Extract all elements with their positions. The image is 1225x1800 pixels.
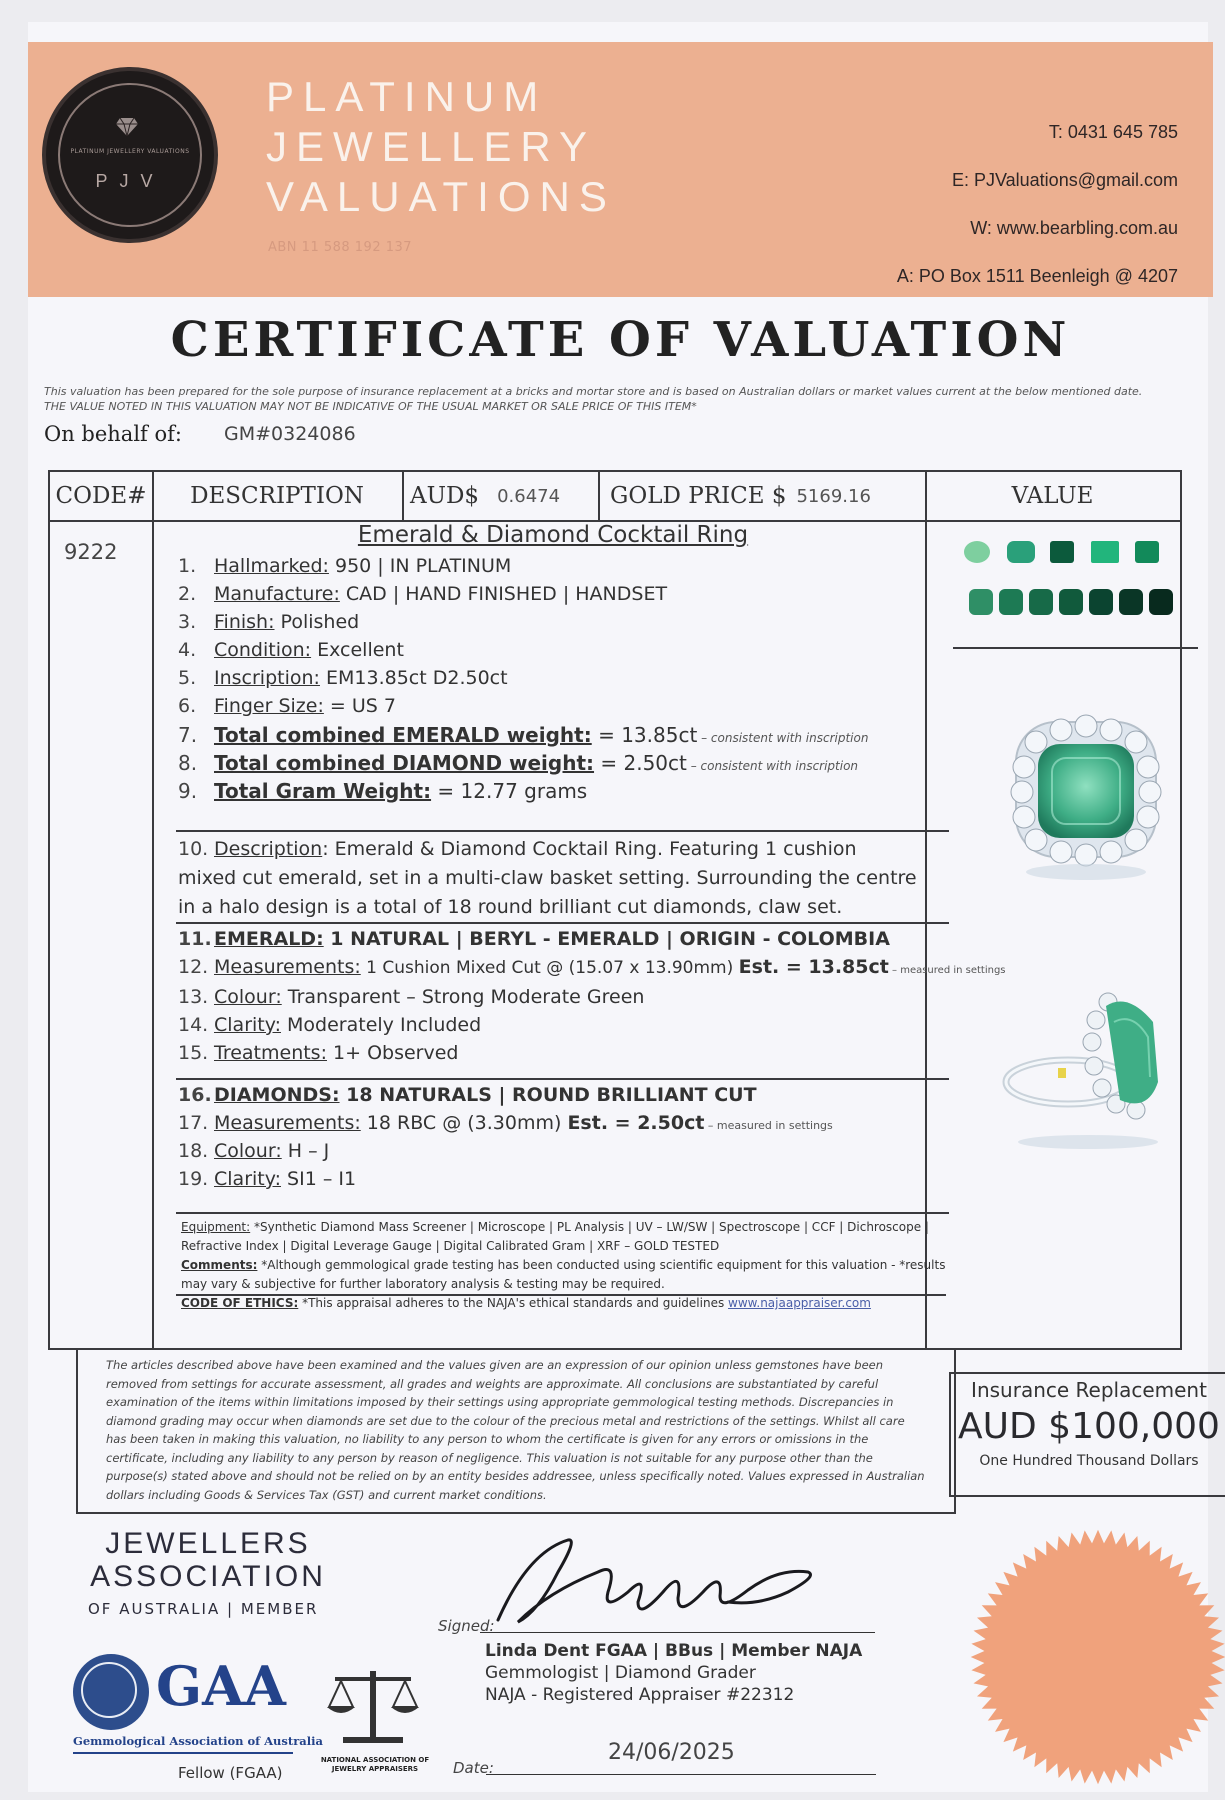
- header-band: [28, 42, 1213, 297]
- gaa-seal-inner: [81, 1662, 137, 1718]
- line-value: 1 Cushion Mixed Cut @ (15.07 x 13.90mm): [360, 958, 739, 978]
- line-note: – consistent with inscription: [697, 731, 869, 745]
- intro-line: This valuation has been prepared for the sole purpose of insurance replacement at a bricks and mortar store and is based on Australian dollars or market values current at the below mentioned date.: [44, 385, 1143, 398]
- signer-registration: NAJA - Registered Appraiser #22312: [485, 1685, 795, 1705]
- phone-text: T: 0431 645 785: [1048, 122, 1178, 142]
- detail-line: [178, 723, 938, 751]
- header-description: DESCRIPTION: [152, 472, 404, 522]
- section-divider: [176, 1212, 949, 1214]
- line-estimate: Est. = 13.85ct: [738, 956, 889, 978]
- scales-of-justice-icon: [323, 1667, 423, 1747]
- line-number: 2.: [178, 583, 197, 605]
- behalf-value: GM#0324086: [224, 423, 356, 445]
- ring-top-view-image: [1006, 712, 1166, 882]
- website-text: W: www.bearbling.com.au: [970, 218, 1178, 238]
- header-value: VALUE: [925, 472, 1180, 522]
- brand-line: JEWELLERY: [266, 123, 596, 170]
- swatch-scale: [999, 589, 1023, 615]
- line-label: Finger Size:: [214, 695, 324, 717]
- detail-line: 17. Measurements: 18 RBC @ (3.30mm) Est. = 2.50ct – measured in settings: [178, 1112, 833, 1134]
- swatch-oval: [964, 541, 990, 563]
- swatch-scale: [1149, 589, 1173, 615]
- detail-line: 19. Clarity: SI1 – I1: [178, 1168, 357, 1190]
- line-note: – measured in settings: [888, 965, 1006, 976]
- line-number: 9.: [178, 779, 198, 803]
- equipment-list: *Synthetic Diamond Mass Screener | Microscope | PL Analysis | UV – LW/SW | Spectroscope | CCF | Dichroscope | Refractive Index | Digital Leverage Gauge | Digital Calibrated Gram | XRF – GOLD TESTED: [181, 1220, 929, 1253]
- signed-label: Signed:: [438, 1617, 495, 1635]
- line-value: Moderately Included: [281, 1014, 482, 1036]
- swatch-scale: [969, 589, 993, 615]
- line-number: 8.: [178, 751, 198, 775]
- detail-line: 16. DIAMONDS: 18 NATURALS | ROUND BRILLIANT CUT: [178, 1084, 757, 1106]
- line-label: Total combined EMERALD weight:: [214, 723, 592, 747]
- gold-seal-sticker: [963, 1517, 1225, 1797]
- signature-line: [480, 1632, 875, 1633]
- line-value: SI1 – I1: [281, 1168, 357, 1190]
- section-divider: [176, 830, 949, 832]
- line-note: – measured in settings: [704, 1119, 833, 1132]
- brand-name: [266, 72, 616, 222]
- comments-text: [181, 1256, 951, 1294]
- detail-line: [178, 639, 938, 667]
- equipment-text: [181, 1218, 951, 1256]
- line-value: 1+ Observed: [326, 1042, 459, 1064]
- jaa-line: JEWELLERS: [105, 1527, 311, 1560]
- signer-name: Linda Dent FGAA | BBus | Member NAJA: [485, 1641, 863, 1661]
- date-value: 24/06/2025: [608, 1740, 735, 1765]
- line-label: Clarity:: [214, 1168, 281, 1190]
- insurance-label: Insurance Replacement: [971, 1378, 1207, 1402]
- swatch-scale: [1059, 589, 1083, 615]
- abn-number: ABN 11 588 192 137: [268, 240, 413, 255]
- line-value: Transparent – Strong Moderate Green: [281, 986, 645, 1008]
- contact-block: [897, 108, 1178, 300]
- brand-line: VALUATIONS: [266, 173, 616, 220]
- aud-value: 0.6474: [497, 485, 561, 507]
- line-number: 5.: [178, 667, 197, 689]
- address-text: A: PO Box 1511 Beenleigh @ 4207: [896, 266, 1178, 286]
- intro-text: [44, 384, 1204, 414]
- line-label: Measurements:: [214, 956, 361, 978]
- line-value: H – J: [281, 1140, 330, 1162]
- naja-link[interactable]: www.najaappraiser.com: [728, 1296, 871, 1310]
- gold-value: 5169.16: [796, 485, 871, 507]
- line-value: = 13.85ct: [591, 723, 698, 747]
- line-label: Colour:: [214, 986, 282, 1008]
- line-value: 950 | IN PLATINUM: [328, 555, 512, 577]
- aud-label: AUD$: [410, 483, 480, 509]
- pjv-logo: [42, 67, 218, 243]
- email-text: E: PJValuations@gmail.com: [951, 170, 1178, 190]
- item-title: Emerald & Diamond Cocktail Ring: [357, 522, 749, 548]
- comments-label: Comments:: [181, 1258, 258, 1272]
- item-code: 9222: [64, 540, 118, 564]
- intro-line: THE VALUE NOTED IN THIS VALUATION MAY NOT BE INDICATIVE OF THE USUAL MARKET OR SALE PRICE OF THIS ITEM*: [44, 400, 697, 413]
- ethics-text: [181, 1294, 951, 1313]
- line-estimate: Est. = 2.50ct: [567, 1112, 705, 1134]
- line-value: Excellent: [311, 639, 404, 661]
- equipment-label: Equipment:: [181, 1220, 251, 1234]
- gaa-rule: [73, 1752, 293, 1754]
- ring-side-view-image: [988, 982, 1188, 1152]
- date-label: Date:: [453, 1759, 494, 1777]
- detail-line: [178, 555, 938, 583]
- line-label: Finish:: [214, 611, 275, 633]
- insurance-value: AUD $100,000: [958, 1406, 1220, 1447]
- detail-line: 14. Clarity: Moderately Included: [178, 1014, 482, 1036]
- diamond-section: [178, 1084, 938, 1196]
- insurance-replacement-box: [949, 1372, 1225, 1497]
- detail-line: [178, 695, 938, 723]
- line-label: Clarity:: [214, 1014, 281, 1036]
- swatch-scale: [1089, 589, 1113, 615]
- swatch-square: [1135, 541, 1159, 563]
- logo-monogram: PJV: [95, 171, 165, 191]
- line-label: EMERALD:: [214, 928, 324, 950]
- signer-role: Gemmologist | Diamond Grader: [485, 1663, 756, 1683]
- section-divider: [176, 1078, 949, 1080]
- insurance-words: One Hundred Thousand Dollars: [979, 1453, 1199, 1469]
- header-gold-price: [600, 472, 925, 522]
- gold-label: GOLD PRICE $: [610, 483, 787, 509]
- detail-line: 11. EMERALD: 1 NATURAL | BERYL - EMERALD | ORIGIN - COLOMBIA: [178, 928, 890, 950]
- naja-text: NATIONAL ASSOCIATION OF JEWELRY APPRAISERS: [320, 1756, 430, 1773]
- line-label: Inscription:: [214, 667, 320, 689]
- line-value: = 2.50ct: [594, 751, 687, 775]
- hallmark-tag: [1058, 1068, 1066, 1078]
- gaa-logo: GAA: [156, 1654, 286, 1718]
- header-code: CODE#: [50, 472, 152, 522]
- swatch-scale: [1029, 589, 1053, 615]
- jaa-line: ASSOCIATION: [90, 1560, 326, 1593]
- detail-line: 15. Treatments: 1+ Observed: [178, 1042, 459, 1064]
- line-value: Polished: [274, 611, 360, 633]
- detail-line: 12. Measurements: 1 Cushion Mixed Cut @ (15.07 x 13.90mm) Est. = 13.85ct – measured in settings: [178, 956, 1006, 978]
- emerald-section: [178, 928, 1006, 1070]
- line-label: Colour:: [214, 1140, 282, 1162]
- jaa-member: OF AUSTRALIA | MEMBER: [88, 1600, 319, 1618]
- swatch-cushion: [1007, 541, 1035, 563]
- line-number: 1.: [178, 555, 197, 577]
- swatch-emerald-cut: [1050, 541, 1074, 563]
- jaa-logo: [83, 1527, 333, 1593]
- line-value: 1 NATURAL | BERYL - EMERALD | ORIGIN - COLOMBIA: [323, 928, 890, 950]
- certificate-sheet: [28, 22, 1220, 1792]
- behalf-label: On behalf of:: [44, 422, 182, 446]
- header-aud: [404, 472, 600, 522]
- disclaimer-text: The articles described above have been examined and the values given are an expression of our opinion unless gemstones have been removed from settings for accurate assessment, all grades and weights are approximate. All conclusions are substantiated by careful examination of the items within limitations imposed by their settings using appropriate gemmological testing methods. Discrepancies in diamond grading may occur when diamonds are set due to the colour of the precious metal and restrictions of the settings. Whilst all care has been taken in making this valuation, no liability to any person to whom the certificate is given for any errors or omissions in the certificate, including any liability to any person by reason of negligence. This valuation is not suitable for any purpose other than the purpose(s) stated above and should not be relied on by an entity besides addressee, unless specifically noted. Values expressed in Australian dollars including Goods & Services Tax (GST) and current market conditions.: [106, 1358, 925, 1502]
- item-details: [178, 555, 938, 807]
- date-line: [486, 1774, 876, 1775]
- swatch-scale: [1119, 589, 1143, 615]
- ethics-label: CODE OF ETHICS:: [181, 1296, 299, 1310]
- line-label: Manufacture:: [214, 583, 340, 605]
- line-label: Hallmarked:: [214, 555, 329, 577]
- line-label: Total combined DIAMOND weight:: [214, 751, 595, 775]
- detail-line: 13. Colour: Transparent – Strong Moderate Green: [178, 986, 645, 1008]
- equipment-block: [181, 1218, 951, 1313]
- line-number: 6.: [178, 695, 197, 717]
- detail-line: [178, 583, 938, 611]
- line-value: EM13.85ct D2.50ct: [319, 667, 508, 689]
- signer-block: [485, 1640, 862, 1706]
- detail-line: [178, 779, 938, 807]
- emerald-colour-scale: [953, 532, 1198, 649]
- line-value: = 12.77 grams: [431, 779, 588, 803]
- line-number: 4.: [178, 639, 197, 661]
- line-label: Condition:: [214, 639, 312, 661]
- line-number: 3.: [178, 611, 197, 633]
- brand-line: PLATINUM: [266, 73, 548, 120]
- line-number: 7.: [178, 723, 198, 747]
- column-divider: [152, 472, 154, 1348]
- detail-line: [178, 751, 938, 779]
- detail-line: 18. Colour: H – J: [178, 1140, 330, 1162]
- line-value: : Emerald & Diamond Cocktail Ring. Featuring 1 cushion mixed cut emerald, set in a multi-claw basket setting. Surrounding the centre in a halo design is a total of 18 round brilliant cut diamonds, claw set.: [178, 838, 917, 918]
- line-note: – consistent with inscription: [686, 759, 859, 773]
- detail-line: [178, 667, 938, 695]
- line-label: DIAMONDS:: [214, 1084, 340, 1106]
- gaa-subtitle: Gemmological Association of Australia: [73, 1734, 323, 1748]
- logo-ring: [58, 83, 202, 227]
- line-value: CAD | HAND FINISHED | HANDSET: [339, 583, 668, 605]
- line-label: Treatments:: [214, 1042, 327, 1064]
- gaa-seal-icon: [73, 1654, 149, 1730]
- comments-value: *Although gemmological grade testing has been conducted using scientific equipment for this valuation - *results may vary & subjective for further laboratory analysis & testing may be required.: [181, 1258, 946, 1291]
- section-divider: [176, 1294, 946, 1296]
- ethics-value: *This appraisal adheres to the NAJA's ethical standards and guidelines: [298, 1296, 729, 1310]
- fellow-label: Fellow (FGAA): [178, 1764, 283, 1782]
- section-divider: [176, 922, 949, 924]
- detail-line: [178, 611, 938, 639]
- signature-image: [488, 1532, 828, 1632]
- line-label: Total Gram Weight:: [214, 779, 432, 803]
- line-value: = US 7: [323, 695, 396, 717]
- certificate-title: CERTIFICATE OF VALUATION: [170, 312, 1071, 368]
- colour-swatch-chart: [953, 532, 1198, 644]
- line-value: 18 RBC @ (3.30mm): [360, 1112, 568, 1134]
- line-label: Measurements:: [214, 1112, 361, 1134]
- line-value: 18 NATURALS | ROUND BRILLIANT CUT: [339, 1084, 757, 1106]
- description-paragraph: [178, 835, 918, 922]
- line-label: Description: [214, 838, 323, 860]
- logo-ring-text: PLATINUM JEWELLERY VALUATIONS: [70, 148, 190, 155]
- swatch-rect: [1091, 541, 1119, 563]
- line-number: 10.: [178, 838, 209, 860]
- diamond-icon: [116, 118, 138, 136]
